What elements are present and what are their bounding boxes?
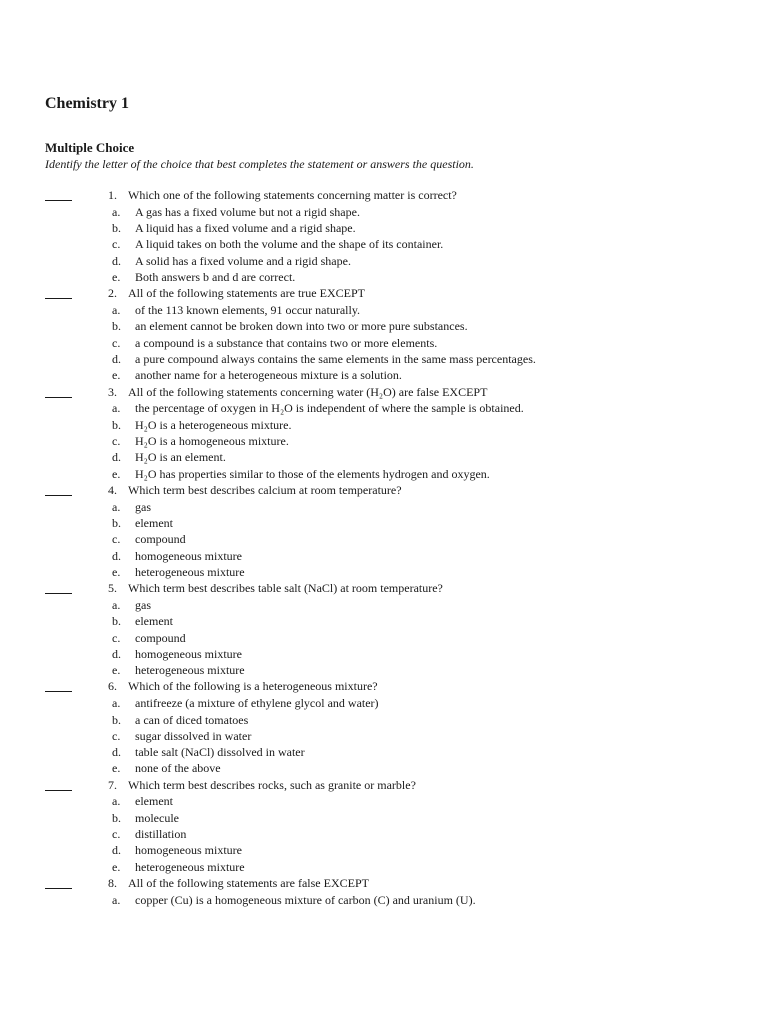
option-text: element <box>135 794 173 809</box>
option-letter: e. <box>112 761 121 776</box>
answer-option <box>45 564 768 580</box>
question-number: 3. <box>108 384 117 399</box>
option-text: an element cannot be broken down into two or more pure substances. <box>135 319 468 334</box>
option-text: homogeneous mixture <box>135 646 242 661</box>
option-text: antifreeze (a mixture of ethylene glycol and water) <box>135 696 379 711</box>
question-text: All of the following statements concerning water (H₂O) are false EXCEPT <box>128 384 488 399</box>
option-text: Both answers b and d are correct. <box>135 269 296 284</box>
option-text: distillation <box>135 827 187 842</box>
answer-option <box>45 531 768 547</box>
option-text: heterogeneous mixture <box>135 564 245 579</box>
option-letter: a. <box>112 499 121 514</box>
option-letter: b. <box>112 810 121 825</box>
answer-blank[interactable] <box>45 188 72 201</box>
option-letter: d. <box>112 253 121 268</box>
option-letter: a. <box>112 401 121 416</box>
option-letter: e. <box>112 859 121 874</box>
option-text: A gas has a fixed volume but not a rigid shape. <box>135 204 360 219</box>
option-text: H₂O is a heterogeneous mixture. <box>135 417 292 432</box>
option-text: copper (Cu) is a homogeneous mixture of carbon (C) and uranium (U). <box>135 892 476 907</box>
question-item <box>45 482 768 499</box>
answer-option <box>45 892 768 908</box>
option-text: homogeneous mixture <box>135 548 242 563</box>
option-letter: d. <box>112 646 121 661</box>
answer-option <box>45 433 768 449</box>
answer-option <box>45 842 768 858</box>
answer-option <box>45 630 768 646</box>
answer-option <box>45 613 768 629</box>
option-text: a can of diced tomatoes <box>135 712 249 727</box>
question-item <box>45 384 768 401</box>
answer-option <box>45 662 768 678</box>
answer-option <box>45 810 768 826</box>
option-text: A liquid has a fixed volume and a rigid shape. <box>135 221 356 236</box>
answer-blank[interactable] <box>45 679 72 692</box>
option-text: another name for a heterogeneous mixture is a solution. <box>135 368 402 383</box>
question-text: Which of the following is a heterogeneous mixture? <box>128 679 378 694</box>
question-number: 1. <box>108 188 117 202</box>
option-letter: d. <box>112 351 121 366</box>
answer-option <box>45 859 768 875</box>
question-item <box>45 777 768 794</box>
option-text: heterogeneous mixture <box>135 663 245 678</box>
answer-option <box>45 499 768 515</box>
option-text: gas <box>135 499 151 514</box>
option-text: a pure compound always contains the same elements in the same mass percentages. <box>135 351 536 366</box>
question-number: 7. <box>108 777 117 792</box>
option-letter: c. <box>112 827 121 842</box>
option-letter: e. <box>112 466 121 481</box>
question-item <box>45 678 768 695</box>
answer-option <box>45 449 768 465</box>
answer-blank[interactable] <box>45 778 72 791</box>
question-item <box>45 580 768 597</box>
question-number: 2. <box>108 286 117 301</box>
option-text: compound <box>135 630 186 645</box>
option-letter: b. <box>112 417 121 432</box>
option-letter: a. <box>112 892 121 907</box>
answer-blank[interactable] <box>45 483 72 496</box>
question-text: All of the following statements are true EXCEPT <box>128 286 365 301</box>
question-text: All of the following statements are false EXCEPT <box>128 875 369 890</box>
option-letter: b. <box>112 319 121 334</box>
answer-blank[interactable] <box>45 286 72 299</box>
question-text: Which term best describes table salt (NaCl) at room temperature? <box>128 581 443 596</box>
answer-option <box>45 400 768 416</box>
answer-option <box>45 597 768 613</box>
answer-option <box>45 695 768 711</box>
answer-option <box>45 318 768 334</box>
option-text: H₂O has properties similar to those of the elements hydrogen and oxygen. <box>135 466 490 481</box>
option-letter: c. <box>112 728 121 743</box>
answer-option <box>45 826 768 842</box>
option-text: table salt (NaCl) dissolved in water <box>135 745 305 760</box>
answer-blank[interactable] <box>45 876 72 889</box>
answer-blank[interactable] <box>45 385 72 398</box>
option-text: heterogeneous mixture <box>135 859 245 874</box>
option-letter: a. <box>112 597 121 612</box>
answer-option <box>45 236 768 252</box>
question-number: 4. <box>108 482 117 497</box>
option-text: of the 113 known elements, 91 occur naturally. <box>135 303 361 318</box>
option-text: element <box>135 614 173 629</box>
option-letter: d. <box>112 843 121 858</box>
question-list <box>45 187 768 908</box>
option-text: sugar dissolved in water <box>135 728 252 743</box>
answer-option <box>45 793 768 809</box>
option-letter: b. <box>112 614 121 629</box>
option-letter: d. <box>112 548 121 563</box>
answer-option <box>45 728 768 744</box>
option-text: H₂O is an element. <box>135 450 226 465</box>
question-text: Which term best describes calcium at room temperature? <box>128 482 402 497</box>
answer-option <box>45 744 768 760</box>
option-letter: c. <box>112 532 121 547</box>
option-letter: b. <box>112 712 121 727</box>
answer-option <box>45 367 768 383</box>
option-text: a compound is a substance that contains two or more elements. <box>135 335 438 350</box>
option-text: A liquid takes on both the volume and the shape of its container. <box>135 237 444 252</box>
option-letter: e. <box>112 269 121 284</box>
option-text: H₂O is a homogeneous mixture. <box>135 433 289 448</box>
answer-option <box>45 548 768 564</box>
answer-option <box>45 335 768 351</box>
option-letter: a. <box>112 696 121 711</box>
answer-option <box>45 302 768 318</box>
answer-option <box>45 220 768 236</box>
question-item <box>45 187 768 204</box>
option-text: gas <box>135 597 151 612</box>
option-letter: b. <box>112 515 121 530</box>
instructions: Identify the letter of the choice that best completes the statement or answers the question. <box>45 157 474 171</box>
answer-blank[interactable] <box>45 581 72 594</box>
option-letter: a. <box>112 794 121 809</box>
option-letter: c. <box>112 433 121 448</box>
option-text: compound <box>135 532 186 547</box>
page-title: Chemistry 1 <box>45 95 129 112</box>
question-number: 6. <box>108 679 117 694</box>
question-text: Which term best describes rocks, such as granite or marble? <box>128 777 416 792</box>
section-title: Multiple Choice <box>45 140 135 155</box>
option-letter: d. <box>112 745 121 760</box>
option-text: molecule <box>135 810 179 825</box>
answer-option <box>45 760 768 776</box>
option-letter: c. <box>112 630 121 645</box>
question-number: 5. <box>108 581 117 596</box>
option-text: the percentage of oxygen in H₂O is independent of where the sample is obtained. <box>135 401 524 416</box>
option-text: none of the above <box>135 761 221 776</box>
option-text: A solid has a fixed volume and a rigid shape. <box>135 253 351 268</box>
option-letter: e. <box>112 368 121 383</box>
answer-option <box>45 417 768 433</box>
question-number: 8. <box>108 875 117 890</box>
answer-option <box>45 712 768 728</box>
option-letter: a. <box>112 204 121 219</box>
answer-option <box>45 351 768 367</box>
option-letter: b. <box>112 221 121 236</box>
question-item <box>45 875 768 892</box>
option-text: homogeneous mixture <box>135 843 242 858</box>
option-letter: e. <box>112 564 121 579</box>
answer-option <box>45 204 768 220</box>
question-item <box>45 285 768 302</box>
answer-option <box>45 269 768 285</box>
option-letter: c. <box>112 237 121 252</box>
question-text: Which one of the following statements concerning matter is correct? <box>128 188 457 202</box>
option-letter: e. <box>112 663 121 678</box>
answer-option <box>45 253 768 269</box>
answer-option <box>45 646 768 662</box>
answer-option <box>45 515 768 531</box>
answer-option <box>45 466 768 482</box>
option-letter: a. <box>112 303 121 318</box>
option-text: element <box>135 515 173 530</box>
option-letter: d. <box>112 450 121 465</box>
option-letter: c. <box>112 335 121 350</box>
